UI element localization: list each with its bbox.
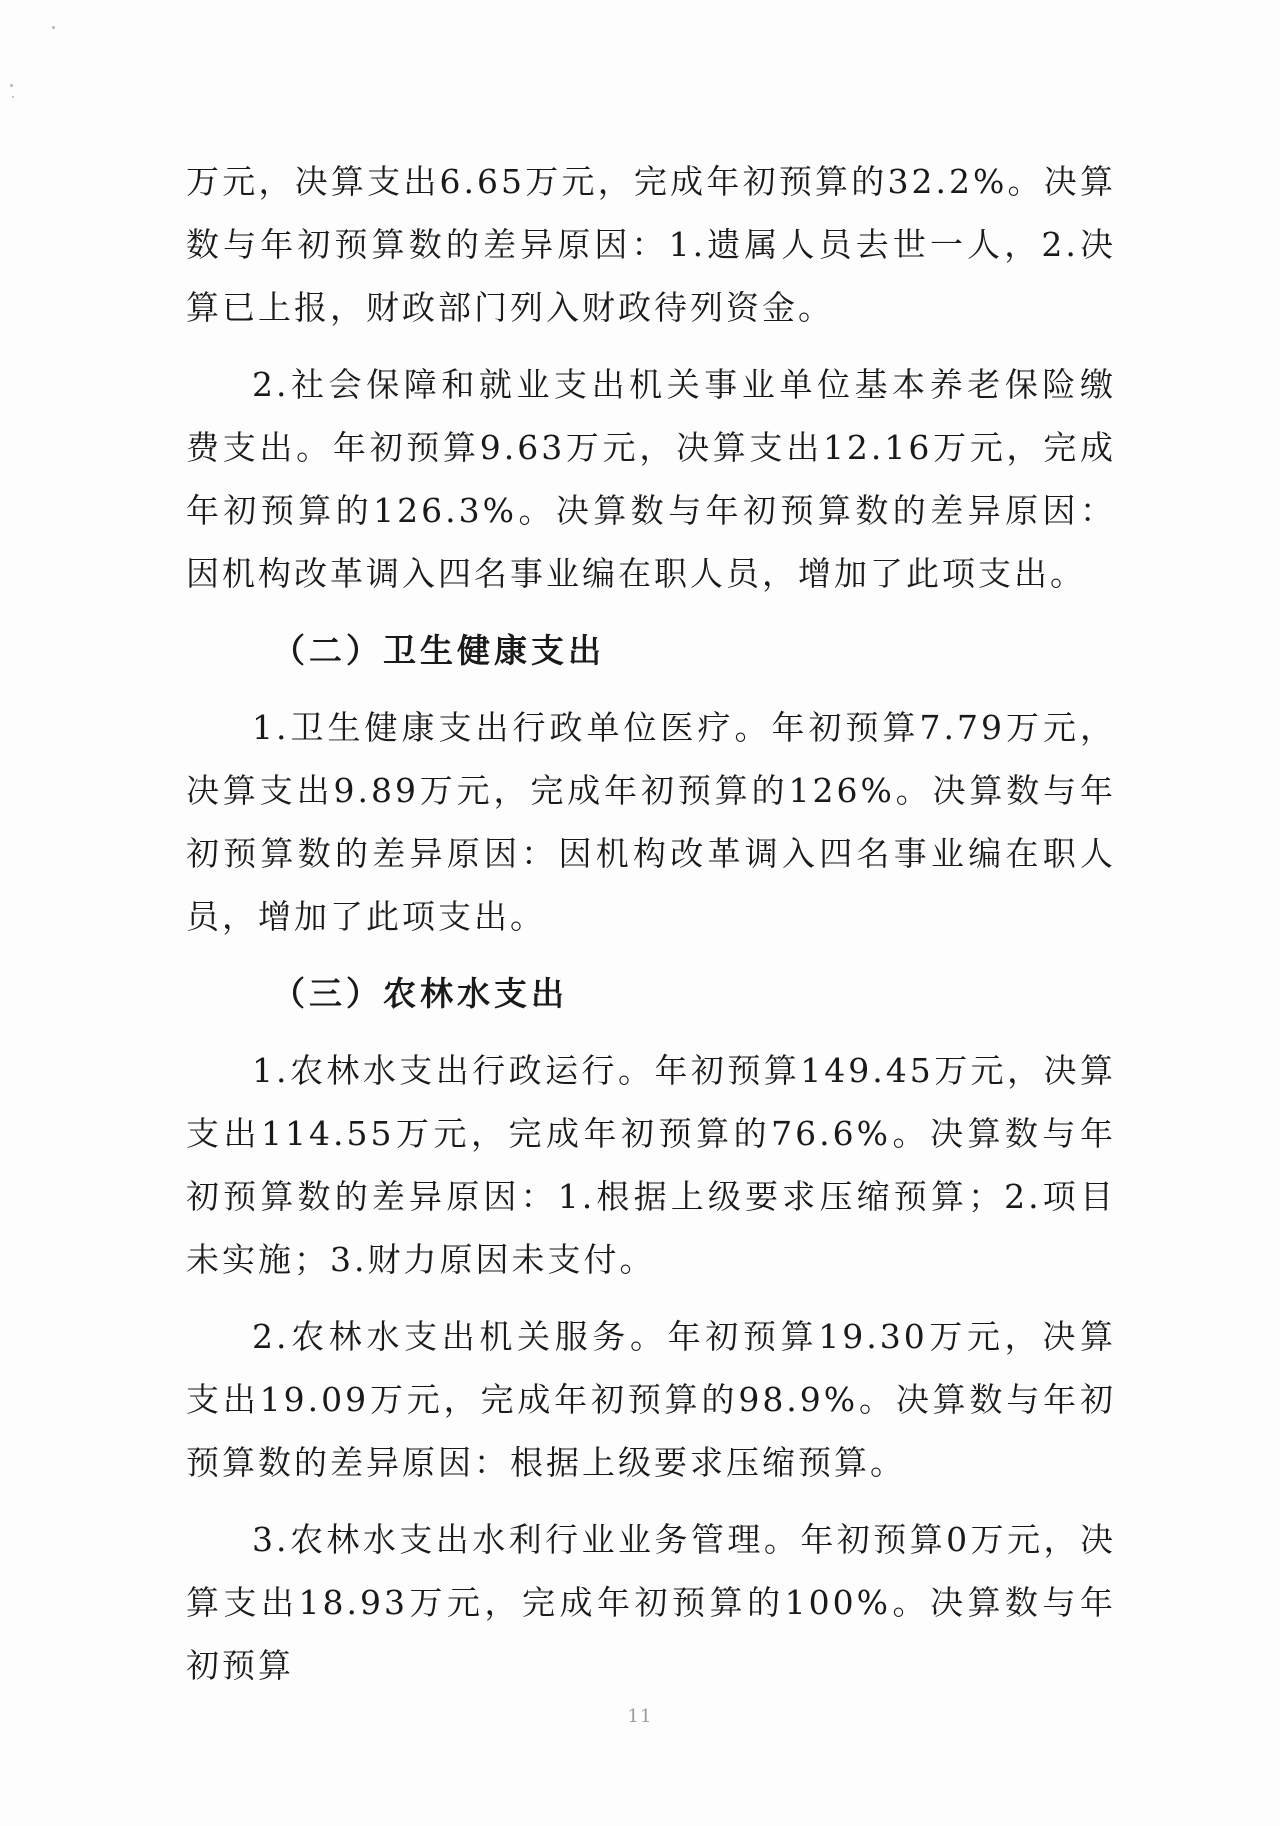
page-number: 11 [627, 1706, 653, 1727]
paragraph-social-security-pension: 2.社会保障和就业支出机关事业单位基本养老保险缴费支出。年初预算9.63万元，决算支出12.16万元，完成年初预算的126.3%。决算数与年初预算数的差异原因：因机构改革调入四名事业编在职人员，增加了此项支出。 [186, 365, 1116, 593]
section-heading-agriculture: （三）农林水支出 [272, 974, 568, 1013]
paragraph-water-management: 3.农林水支出水利行业业务管理。年初预算0万元，决算支出18.93万元，完成年初预算的100%。决算数与年初预算 [186, 1520, 1116, 1685]
paragraph-agriculture-service: 2.农林水支出机关服务。年初预算19.30万元，决算支出19.09万元，完成年初预算的98.9%。决算数与年初预算数的差异原因：根据上级要求压缩预算。 [186, 1317, 1116, 1482]
scan-speck [12, 96, 14, 98]
paragraph-agriculture-operation: 1.农林水支出行政运行。年初预算149.45万元，决算支出114.55万元，完成年初预算的76.6%。决算数与年初预算数的差异原因：1.根据上级要求压缩预算；2.项目未实施；3.财力原因未支付。 [186, 1051, 1116, 1279]
scan-speck [52, 26, 55, 29]
section-heading-health: （二）卫生健康支出 [272, 631, 605, 670]
scan-speck [10, 84, 13, 87]
paragraph-health-medical: 1.卫生健康支出行政单位医疗。年初预算7.79万元，决算支出9.89万元，完成年初预算的126%。决算数与年初预算数的差异原因：因机构改革调入四名事业编在职人员，增加了此项支出。 [186, 708, 1116, 936]
document-body [186, 150, 1116, 1711]
paragraph-continuation: 万元，决算支出6.65万元，完成年初预算的32.2%。决算数与年初预算数的差异原因：1.遗属人员去世一人，2.决算已上报，财政部门列入财政待列资金。 [186, 162, 1116, 327]
